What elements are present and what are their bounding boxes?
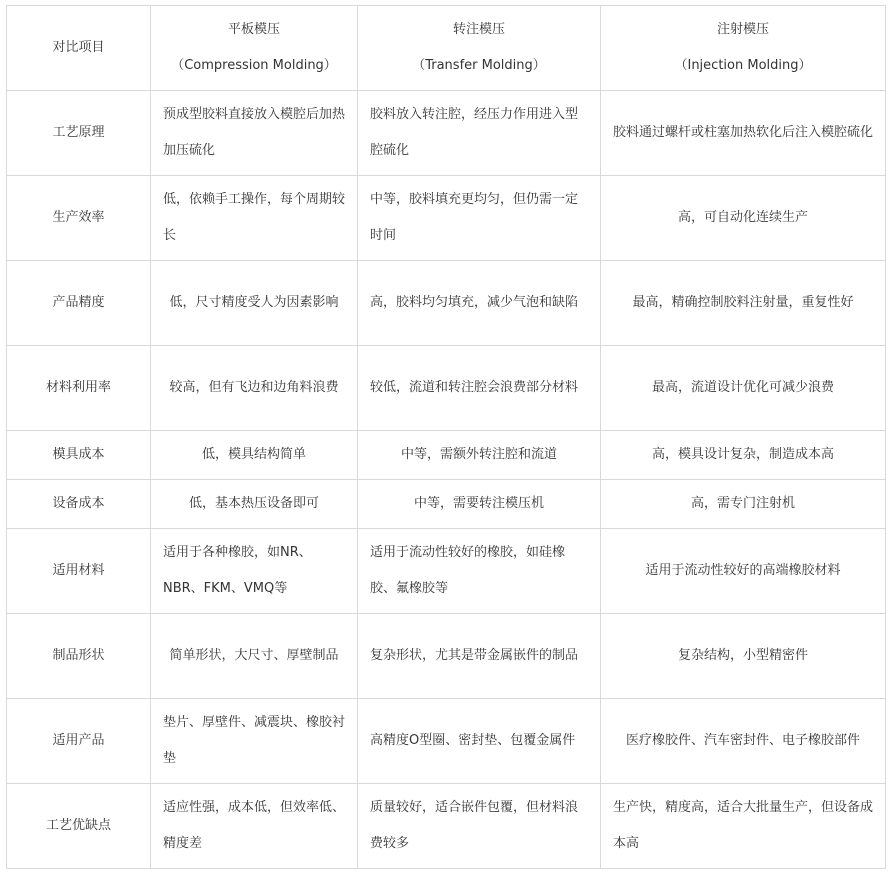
cell-transfer: 适用于流动性较好的橡胶，如硅橡胶、氟橡胶等: [358, 529, 601, 614]
cell-injection: 最高，流道设计优化可减少浪费: [601, 346, 886, 431]
header-transfer: [358, 6, 601, 91]
cell-transfer: 较低，流道和转注腔会浪费部分材料: [358, 346, 601, 431]
row-label: 产品精度: [7, 261, 151, 346]
header-item: 对比项目: [7, 6, 151, 91]
table-row: [7, 699, 886, 784]
cell-transfer: 中等，胶料填充更均匀，但仍需一定时间: [358, 176, 601, 261]
cell-compression: 适应性强，成本低，但效率低、精度差: [151, 784, 358, 869]
header-injection-en: （Injection Molding）: [674, 58, 812, 73]
cell-compression: 简单形状，大尺寸、厚壁制品: [151, 614, 358, 699]
header-row: [7, 6, 886, 91]
cell-transfer: 胶料放入转注腔，经压力作用进入型腔硫化: [358, 91, 601, 176]
cell-compression: 低，尺寸精度受人为因素影响: [151, 261, 358, 346]
cell-transfer: 中等，需要转注模压机: [358, 480, 601, 529]
table-row: [7, 784, 886, 869]
cell-injection: 高，需专门注射机: [601, 480, 886, 529]
row-label: 模具成本: [7, 431, 151, 480]
header-injection-name: 注射模压: [716, 22, 769, 37]
row-label: 工艺原理: [7, 91, 151, 176]
header-compression: [151, 6, 358, 91]
cell-compression: 低，模具结构简单: [151, 431, 358, 480]
cell-injection: 最高，精确控制胶料注射量，重复性好: [601, 261, 886, 346]
cell-compression: 垫片、厚壁件、减震块、橡胶衬垫: [151, 699, 358, 784]
header-transfer-en: （Transfer Molding）: [412, 58, 546, 73]
table-row: [7, 480, 886, 529]
table-row: [7, 346, 886, 431]
comparison-table: [6, 5, 886, 869]
row-label: 制品形状: [7, 614, 151, 699]
cell-compression: 较高，但有飞边和边角料浪费: [151, 346, 358, 431]
cell-injection: 高，可自动化连续生产: [601, 176, 886, 261]
table-row: [7, 431, 886, 480]
cell-compression: 适用于各种橡胶，如NR、NBR、FKM、VMQ等: [151, 529, 358, 614]
cell-injection: 复杂结构，小型精密件: [601, 614, 886, 699]
table-row: [7, 261, 886, 346]
cell-injection: 高，模具设计复杂，制造成本高: [601, 431, 886, 480]
cell-transfer: 质量较好，适合嵌件包覆，但材料浪费较多: [358, 784, 601, 869]
cell-transfer: 复杂形状，尤其是带金属嵌件的制品: [358, 614, 601, 699]
cell-transfer: 高精度O型圈、密封垫、包覆金属件: [358, 699, 601, 784]
cell-injection: 胶料通过螺杆或柱塞加热软化后注入模腔硫化: [601, 91, 886, 176]
cell-injection: 生产快，精度高，适合大批量生产，但设备成本高: [601, 784, 886, 869]
cell-compression: 预成型胶料直接放入模腔后加热加压硫化: [151, 91, 358, 176]
row-label: 适用材料: [7, 529, 151, 614]
cell-compression: 低，依赖手工操作，每个周期较长: [151, 176, 358, 261]
header-compression-name: 平板模压: [227, 22, 280, 37]
row-label: 设备成本: [7, 480, 151, 529]
table-row: [7, 91, 886, 176]
header-injection: [601, 6, 886, 91]
header-transfer-name: 转注模压: [452, 22, 505, 37]
row-label: 材料利用率: [7, 346, 151, 431]
row-label: 工艺优缺点: [7, 784, 151, 869]
header-compression-en: （Compression Molding）: [171, 58, 337, 73]
table-row: [7, 614, 886, 699]
cell-injection: 适用于流动性较好的高端橡胶材料: [601, 529, 886, 614]
cell-transfer: 中等，需额外转注腔和流道: [358, 431, 601, 480]
row-label: 生产效率: [7, 176, 151, 261]
cell-transfer: 高，胶料均匀填充，减少气泡和缺陷: [358, 261, 601, 346]
table-row: [7, 529, 886, 614]
table-row: [7, 176, 886, 261]
cell-compression: 低，基本热压设备即可: [151, 480, 358, 529]
cell-injection: 医疗橡胶件、汽车密封件、电子橡胶部件: [601, 699, 886, 784]
row-label: 适用产品: [7, 699, 151, 784]
